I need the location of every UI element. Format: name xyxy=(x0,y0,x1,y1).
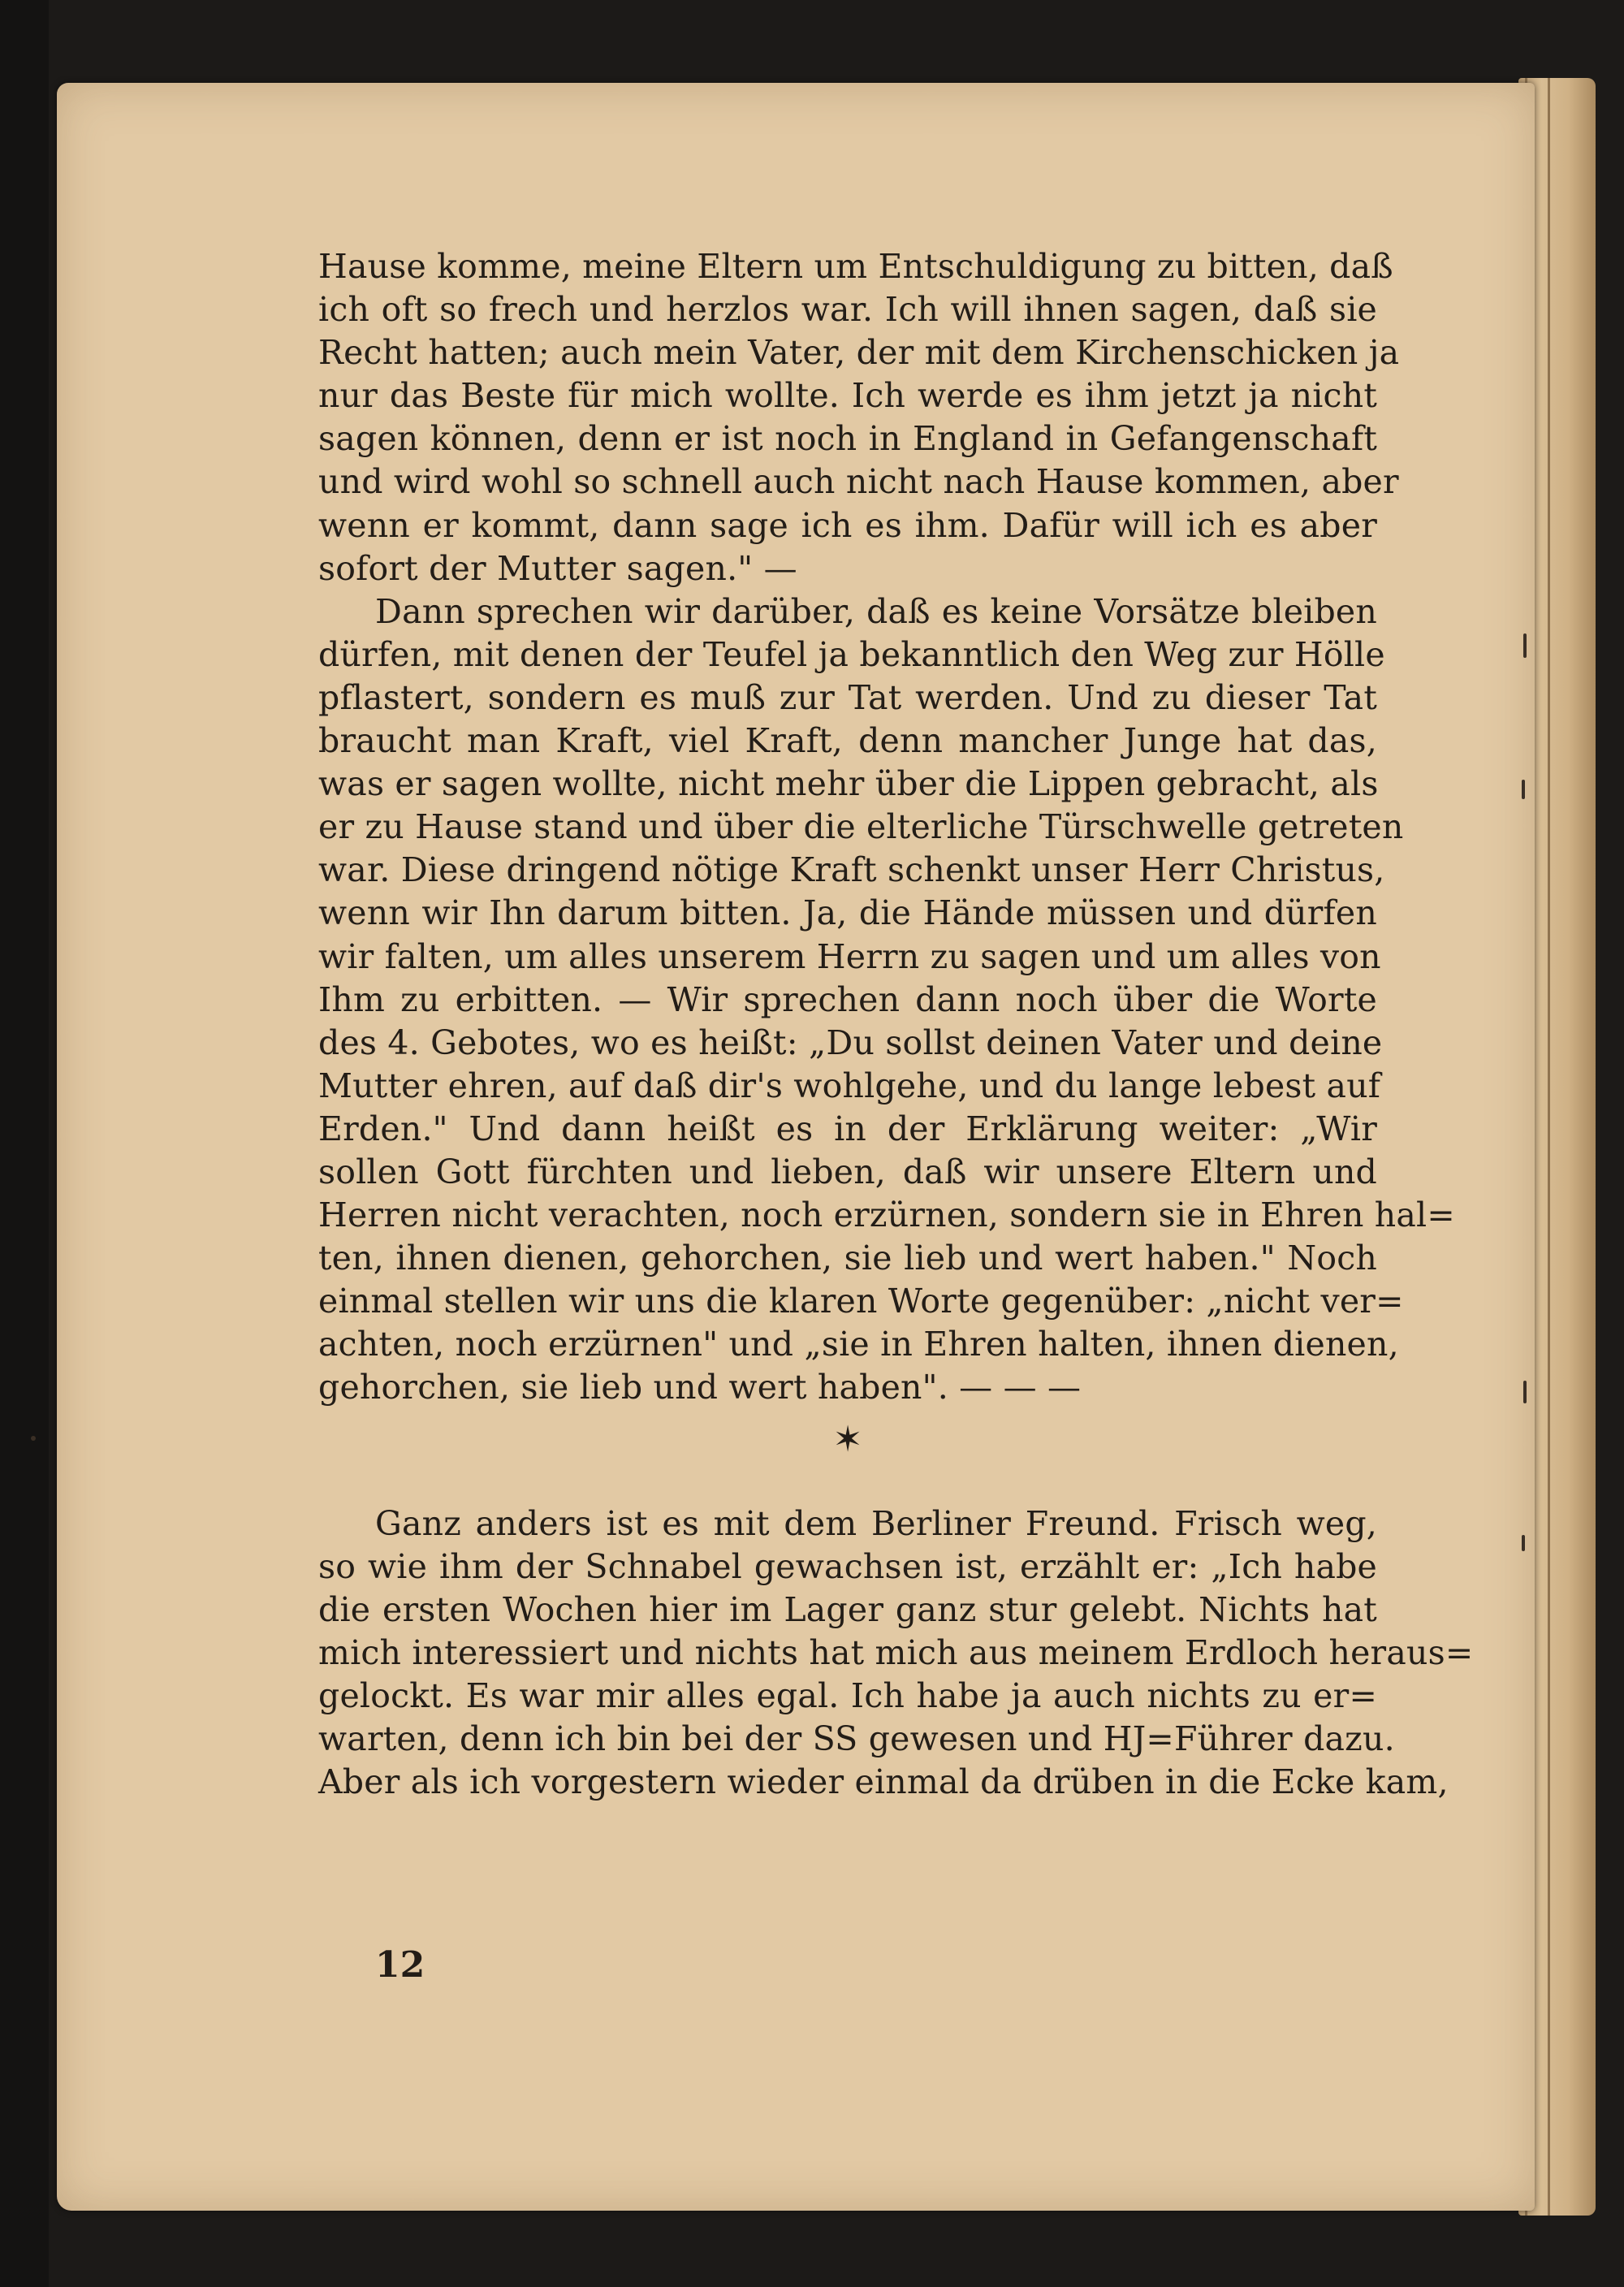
text-line: gelockt. Es war mir alles egal. Ich habe ja auch nichts zu er= xyxy=(318,1675,1377,1715)
scan-speck xyxy=(1522,1535,1525,1551)
paragraph-1 xyxy=(318,245,1400,590)
text-line: sollen Gott fürchten und lieben, daß wir unsere Eltern und xyxy=(318,1152,1377,1191)
text-line: braucht man Kraft, viel Kraft, denn mancher Junge hat das, xyxy=(318,721,1377,761)
scan-speck xyxy=(1522,780,1525,799)
text-line: sagen können, denn er ist noch in England in Gefangenschaft xyxy=(318,419,1377,459)
text-line: Hause komme, meine Eltern um Entschuldigung zu bitten, daß xyxy=(318,247,1393,286)
text-line: Ihm zu erbitten. — Wir sprechen dann noch über die Worte xyxy=(318,979,1377,1019)
section-separator-asterisk: ✶ xyxy=(832,1418,863,1460)
text-line: pflastert, sondern es muß zur Tat werden. Und zu dieser Tat xyxy=(318,677,1377,717)
scan-speck xyxy=(1523,633,1527,658)
text-line: Recht hatten; auch mein Vater, der mit dem Kirchenschicken ja xyxy=(318,333,1400,373)
text-line: so wie ihm der Schnabel gewachsen ist, erzählt er: „Ich habe xyxy=(318,1546,1377,1586)
text-line: Erden." Und dann heißt es in der Erklärung weiter: „Wir xyxy=(318,1109,1377,1148)
text-line: einmal stellen wir uns die klaren Worte gegenüber: „nicht ver= xyxy=(318,1282,1404,1321)
text-line: sofort der Mutter sagen." — xyxy=(318,548,797,588)
text-line: und wird wohl so schnell auch nicht nach Hause kommen, aber xyxy=(318,462,1399,502)
text-line: nur das Beste für mich wollte. Ich werde es ihm jetzt ja nicht xyxy=(318,376,1377,416)
scan-speck xyxy=(1523,1381,1527,1403)
text-line: Dann sprechen wir darüber, daß es keine Vorsätze bleiben xyxy=(375,591,1377,631)
text-line: was er sagen wollte, nicht mehr über die Lippen gebracht, als xyxy=(318,764,1379,804)
scan-speck xyxy=(31,1436,36,1441)
text-line: dürfen, mit denen der Teufel ja bekanntlich den Weg zur Hölle xyxy=(318,634,1385,674)
paragraph-2 xyxy=(318,590,1455,1410)
text-line: Mutter ehren, auf daß dir's wohlgehe, und du lange lebest auf xyxy=(318,1066,1381,1105)
text-line: die ersten Wochen hier im Lager ganz stur gelebt. Nichts hat xyxy=(318,1589,1377,1629)
page-edge-line xyxy=(1548,78,1550,2216)
paragraph-3 xyxy=(318,1502,1474,1805)
text-line: des 4. Gebotes, wo es heißt: „Du sollst deinen Vater und deine xyxy=(318,1022,1383,1062)
text-line: ich oft so frech und herzlos war. Ich will ihnen sagen, daß sie xyxy=(318,290,1377,330)
text-line: Herren nicht verachten, noch erzürnen, sondern sie in Ehren hal= xyxy=(318,1195,1455,1235)
page-text xyxy=(318,245,1474,1804)
text-line: wenn er kommt, dann sage ich es ihm. Dafür will ich es aber xyxy=(318,505,1377,545)
scan-backdrop xyxy=(0,0,49,2287)
text-line: wir falten, um alles unserem Herrn zu sagen und um alles von xyxy=(318,936,1381,976)
text-line: mich interessiert und nichts hat mich aus meinem Erdloch heraus= xyxy=(318,1632,1474,1672)
text-line: wenn wir Ihn darum bitten. Ja, die Hände müssen und dürfen xyxy=(318,893,1377,933)
text-line: war. Diese dringend nötige Kraft schenkt unser Herr Christus, xyxy=(318,850,1385,890)
text-line: warten, denn ich bin bei der SS gewesen und HJ=Führer dazu. xyxy=(318,1719,1395,1758)
text-line: achten, noch erzürnen" und „sie in Ehren halten, ihnen dienen, xyxy=(318,1325,1399,1364)
page-number: 12 xyxy=(375,1944,425,1986)
text-line: Aber als ich vorgestern wieder einmal da drüben in die Ecke kam, xyxy=(318,1762,1449,1802)
text-line: Ganz anders ist es mit dem Berliner Freund. Frisch weg, xyxy=(375,1503,1377,1543)
text-line: ten, ihnen dienen, gehorchen, sie lieb und wert haben." Noch xyxy=(318,1239,1377,1278)
text-line: gehorchen, sie lieb und wert haben". — — — xyxy=(318,1368,1082,1407)
text-line: er zu Hause stand und über die elterliche Türschwelle getreten xyxy=(318,807,1404,847)
